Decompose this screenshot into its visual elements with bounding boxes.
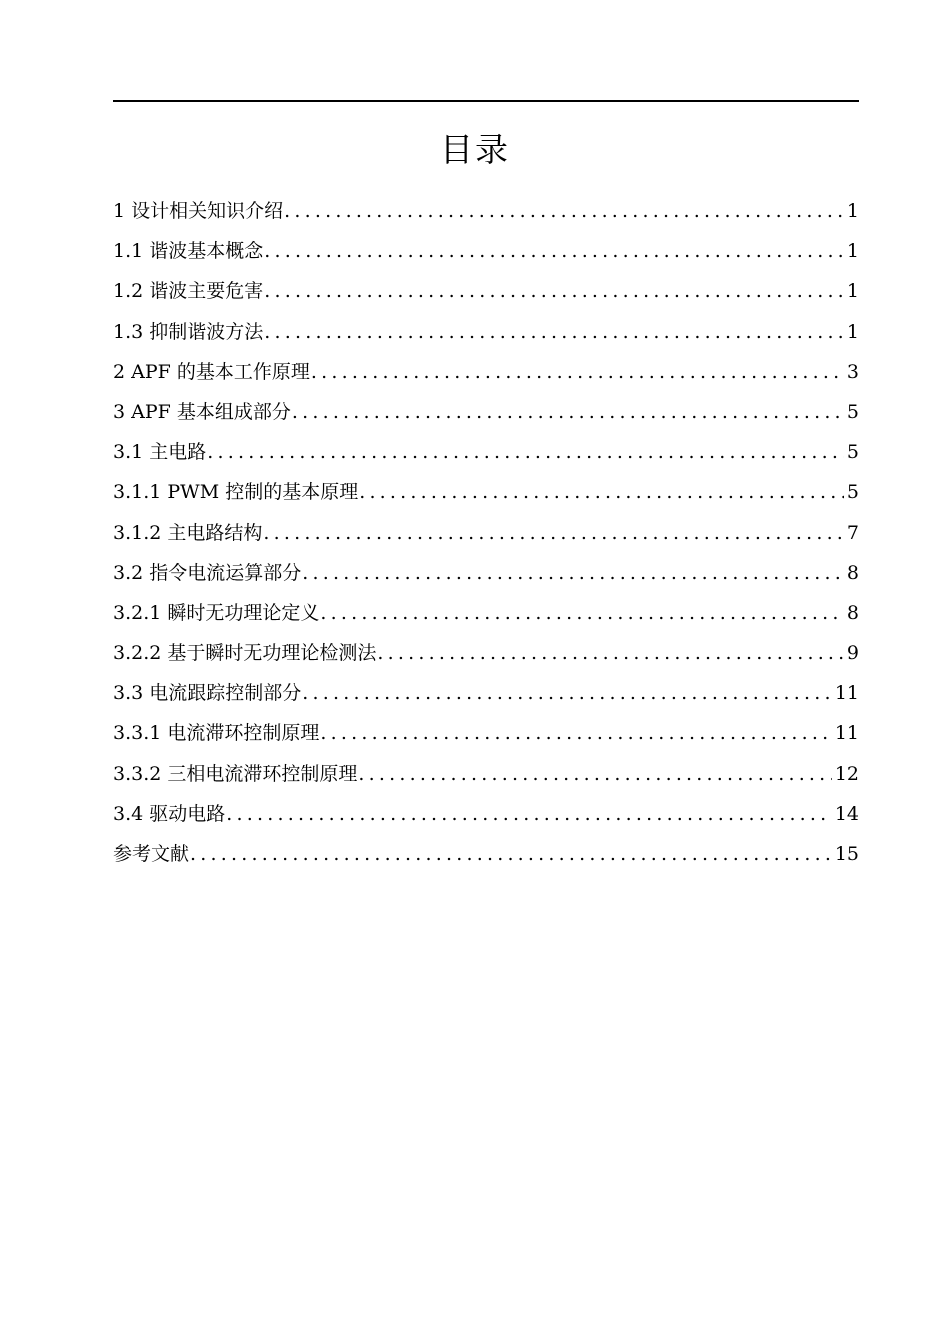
- dot-leader: [302, 673, 832, 713]
- dot-leader: [377, 633, 844, 673]
- dot-leader: [292, 392, 844, 432]
- toc-entry-label: 1.2 谐波主要危害: [113, 280, 264, 303]
- toc-entry-label: 3.4 驱动电路: [113, 802, 226, 825]
- toc-entry-label: 3.2.1 瞬时无功理论定义: [113, 601, 320, 624]
- toc-entry-page-number: 9: [846, 642, 859, 665]
- dot-leader: [263, 513, 844, 553]
- toc-entry[interactable]: [113, 754, 859, 794]
- toc-entry-page-number: 11: [834, 722, 859, 745]
- dot-leader: [264, 231, 844, 271]
- toc-entry[interactable]: [113, 593, 859, 633]
- toc-entry[interactable]: [113, 432, 859, 472]
- dot-leader: [190, 834, 832, 874]
- toc-entry-page-number: 7: [846, 521, 859, 544]
- dot-leader: [264, 312, 844, 352]
- toc-entry[interactable]: [113, 271, 859, 311]
- toc-entry-page-number: 5: [846, 400, 859, 423]
- toc-entry[interactable]: [113, 312, 859, 352]
- toc-entry-label: 3.2 指令电流运算部分: [113, 561, 302, 584]
- toc-entry-label: 3.2.2 基于瞬时无功理论检测法: [113, 642, 377, 665]
- toc-entry-label: 3.3.2 三相电流滞环控制原理: [113, 762, 358, 785]
- toc-entry-label: 1.3 抑制谐波方法: [113, 320, 264, 343]
- dot-leader: [226, 794, 832, 834]
- toc-entry[interactable]: [113, 553, 859, 593]
- toc-entry-label: 1 设计相关知识介绍: [113, 200, 284, 222]
- toc-entry[interactable]: [113, 472, 859, 512]
- header-rule: [113, 100, 859, 102]
- toc-entry[interactable]: [113, 352, 859, 392]
- toc-entry-page-number: 14: [834, 802, 859, 825]
- dot-leader: [358, 754, 831, 794]
- toc-entry-page-number: 1: [846, 240, 859, 263]
- dot-leader: [320, 713, 831, 753]
- toc-entry-page-number: 5: [846, 481, 859, 504]
- toc-entry-page-number: 8: [846, 561, 859, 584]
- dot-leader: [264, 271, 844, 311]
- page-title: 目录: [440, 130, 510, 169]
- dot-leader: [207, 432, 844, 472]
- toc-entry-page-number: 12: [834, 762, 859, 785]
- toc-entry-page-number: 1: [846, 200, 859, 222]
- toc-entry-label: 2 APF 的基本工作原理: [113, 360, 310, 383]
- toc-entry[interactable]: [113, 633, 859, 673]
- table-of-contents: [113, 191, 859, 874]
- toc-entry[interactable]: [113, 834, 859, 874]
- toc-entry-label: 3 APF 基本组成部分: [113, 400, 291, 423]
- toc-entry-label: 3.1.1 PWM 控制的基本原理: [113, 481, 359, 504]
- toc-entry-label: 3.1 主电路: [113, 441, 207, 464]
- toc-entry[interactable]: [113, 673, 859, 713]
- toc-entry[interactable]: [113, 794, 859, 834]
- dot-leader: [311, 352, 844, 392]
- toc-entry-page-number: 1: [846, 280, 859, 303]
- dot-leader: [320, 593, 844, 633]
- toc-entry-label: 3.1.2 主电路结构: [113, 521, 263, 544]
- toc-entry[interactable]: [113, 191, 859, 231]
- toc-entry-page-number: 3: [846, 360, 859, 383]
- toc-entry[interactable]: [113, 513, 859, 553]
- toc-entry[interactable]: [113, 392, 859, 432]
- dot-leader: [302, 553, 844, 593]
- toc-entry-label: 3.3 电流跟踪控制部分: [113, 682, 302, 705]
- dot-leader: [284, 191, 844, 231]
- toc-entry[interactable]: [113, 231, 859, 271]
- toc-entry-label: 1.1 谐波基本概念: [113, 240, 264, 263]
- toc-entry-page-number: 8: [846, 601, 859, 624]
- toc-entry[interactable]: [113, 713, 859, 753]
- toc-entry-page-number: 15: [834, 843, 859, 865]
- toc-entry-label: 参考文献: [113, 843, 190, 865]
- toc-entry-page-number: 11: [834, 682, 859, 705]
- dot-leader: [359, 472, 844, 512]
- toc-entry-page-number: 1: [846, 320, 859, 343]
- toc-entry-page-number: 5: [846, 441, 859, 464]
- toc-entry-label: 3.3.1 电流滞环控制原理: [113, 722, 320, 745]
